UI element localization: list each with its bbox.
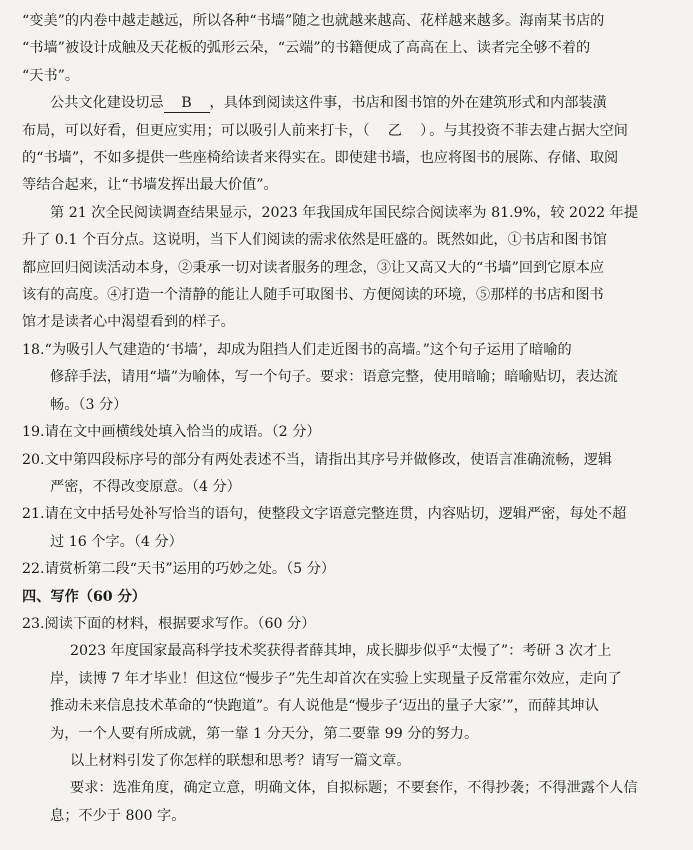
passage-paragraph-3 [22, 200, 671, 337]
requirement-line: 要求：选准角度，确定立意，明确文体，自拟标题；不要套作，不得抄袭；不得泄露个人信 [70, 780, 638, 797]
material-line: 2023 年度国家最高科学技术奖获得者薛其坤，成长脚步似乎“太慢了”：考研 3 次才上 [70, 643, 612, 660]
text-line [22, 90, 671, 117]
question-line: 21.请在文中括号处补写恰当的语句，使整段文字语意完整连贯，内容贴切，逻辑严密，每处不超 [22, 506, 627, 523]
question-line: 19.请在文中画横线处填入恰当的成语。（2 分） [22, 424, 321, 441]
question-line: 22.请赏析第二段“天书”运用的巧妙之处。（5 分） [22, 561, 336, 578]
passage-paragraph-1 [22, 8, 671, 90]
question-20 [22, 447, 671, 502]
writing-prompt: 以上材料引发了你怎样的联想和思考？请写一篇文章。 [70, 752, 411, 769]
text-line: 的“书墙”，不如多提供一些座椅给读者来得实在。即使建书墙，也应将图书的展陈、存储、取阅 [22, 150, 619, 167]
text-line: 第 21 次全民阅读调查结果显示，2023 年我国成年国民综合阅读率为 81.9%，较 2022 年提 [50, 204, 639, 221]
question-line: 严密，不得改变原意。（4 分） [50, 478, 241, 495]
text-segment: 公共文化建设切忌 [50, 95, 164, 112]
question-line: 20.文中第四段标序号的部分有两处表述不当，请指出其序号并做修改，使语言准确流畅，逻辑 [22, 451, 613, 468]
question-18 [22, 337, 671, 419]
text-segment: ，具体到阅读这件事，书店和图书馆的外在建筑形式和内部装潢 [209, 95, 607, 112]
text-line: “书墙”被设计成触及天花板的弧形云朵，“云端”的书籍便成了高高在上、读者完全够不着的 [22, 40, 591, 57]
text-line [22, 118, 671, 145]
requirement-line: 息；不少于 800 字。 [50, 807, 186, 824]
section-heading: 四、写作（60 分） [22, 588, 146, 605]
passage-paragraph-2 [22, 90, 671, 200]
text-line: 该有的高度。④打造一个清静的能让人随手可取图书、方便阅读的环境，⑤那样的书店和图书 [22, 287, 604, 304]
text-line: 都应回归阅读活动本身，②秉承一切对读者服务的理念，③让又高又大的“书墙”回到它原本应 [22, 259, 605, 276]
text-line: 等结合起来，让“书墙发挥出最大价值”。 [22, 177, 278, 194]
material-line: 岸，读博 7 年才毕业！但这位“慢步子”先生却首次在实验上实现量子反常霍尔效应，走向了 [50, 670, 622, 687]
text-line: “变美”的内卷中越走越远，所以各种“书墙”随之也就越来越高、花样越来越多。海南某书店的 [22, 13, 605, 29]
text-line: 馆才是读者心中渴望看到的样子。 [22, 314, 235, 331]
text-line: 升了 0.1 个百分点。这说明，当下人们阅读的需求依然是旺盛的。既然如此，①书店和图书馆 [22, 232, 607, 249]
material-line: 为，一个人要有所成就，第一靠 1 分天分，第二要靠 99 分的努力。 [50, 725, 479, 742]
question-22 [22, 556, 671, 583]
material-line: 推动未来信息技术革命的“快跑道”。有人说他是“慢步子‘迈出的量子大家’”，而薛其坤认 [50, 698, 599, 715]
question-21 [22, 501, 671, 556]
text-segment: 布局，可以好看，但更应实用；可以吸引人前来打卡， [22, 122, 363, 139]
text-segment: 。与其投资不菲去建占据大空间 [429, 122, 628, 139]
answer-parenthesis: （ 乙 ） [362, 122, 430, 139]
question-line: 18.“为吸引人气建造的‘书墙’，却成为阻挡人们走近图书的高墙。”这个句子运用了暗喻的 [22, 341, 572, 358]
question-line: 修辞手法，请用“墙”为喻体，写一个句子。要求：语意完整，使用暗喻；暗喻贴切，表达流 [50, 369, 618, 386]
text-line: “天书”。 [22, 67, 80, 84]
question-line: 23.阅读下面的材料，根据要求写作。（60 分） [22, 615, 316, 632]
fill-in-blank: B [164, 94, 210, 113]
question-line: 过 16 个字。（4 分） [50, 533, 183, 550]
writing-section [22, 584, 671, 831]
question-line: 畅。（3 分） [50, 396, 128, 413]
question-19 [22, 419, 671, 446]
